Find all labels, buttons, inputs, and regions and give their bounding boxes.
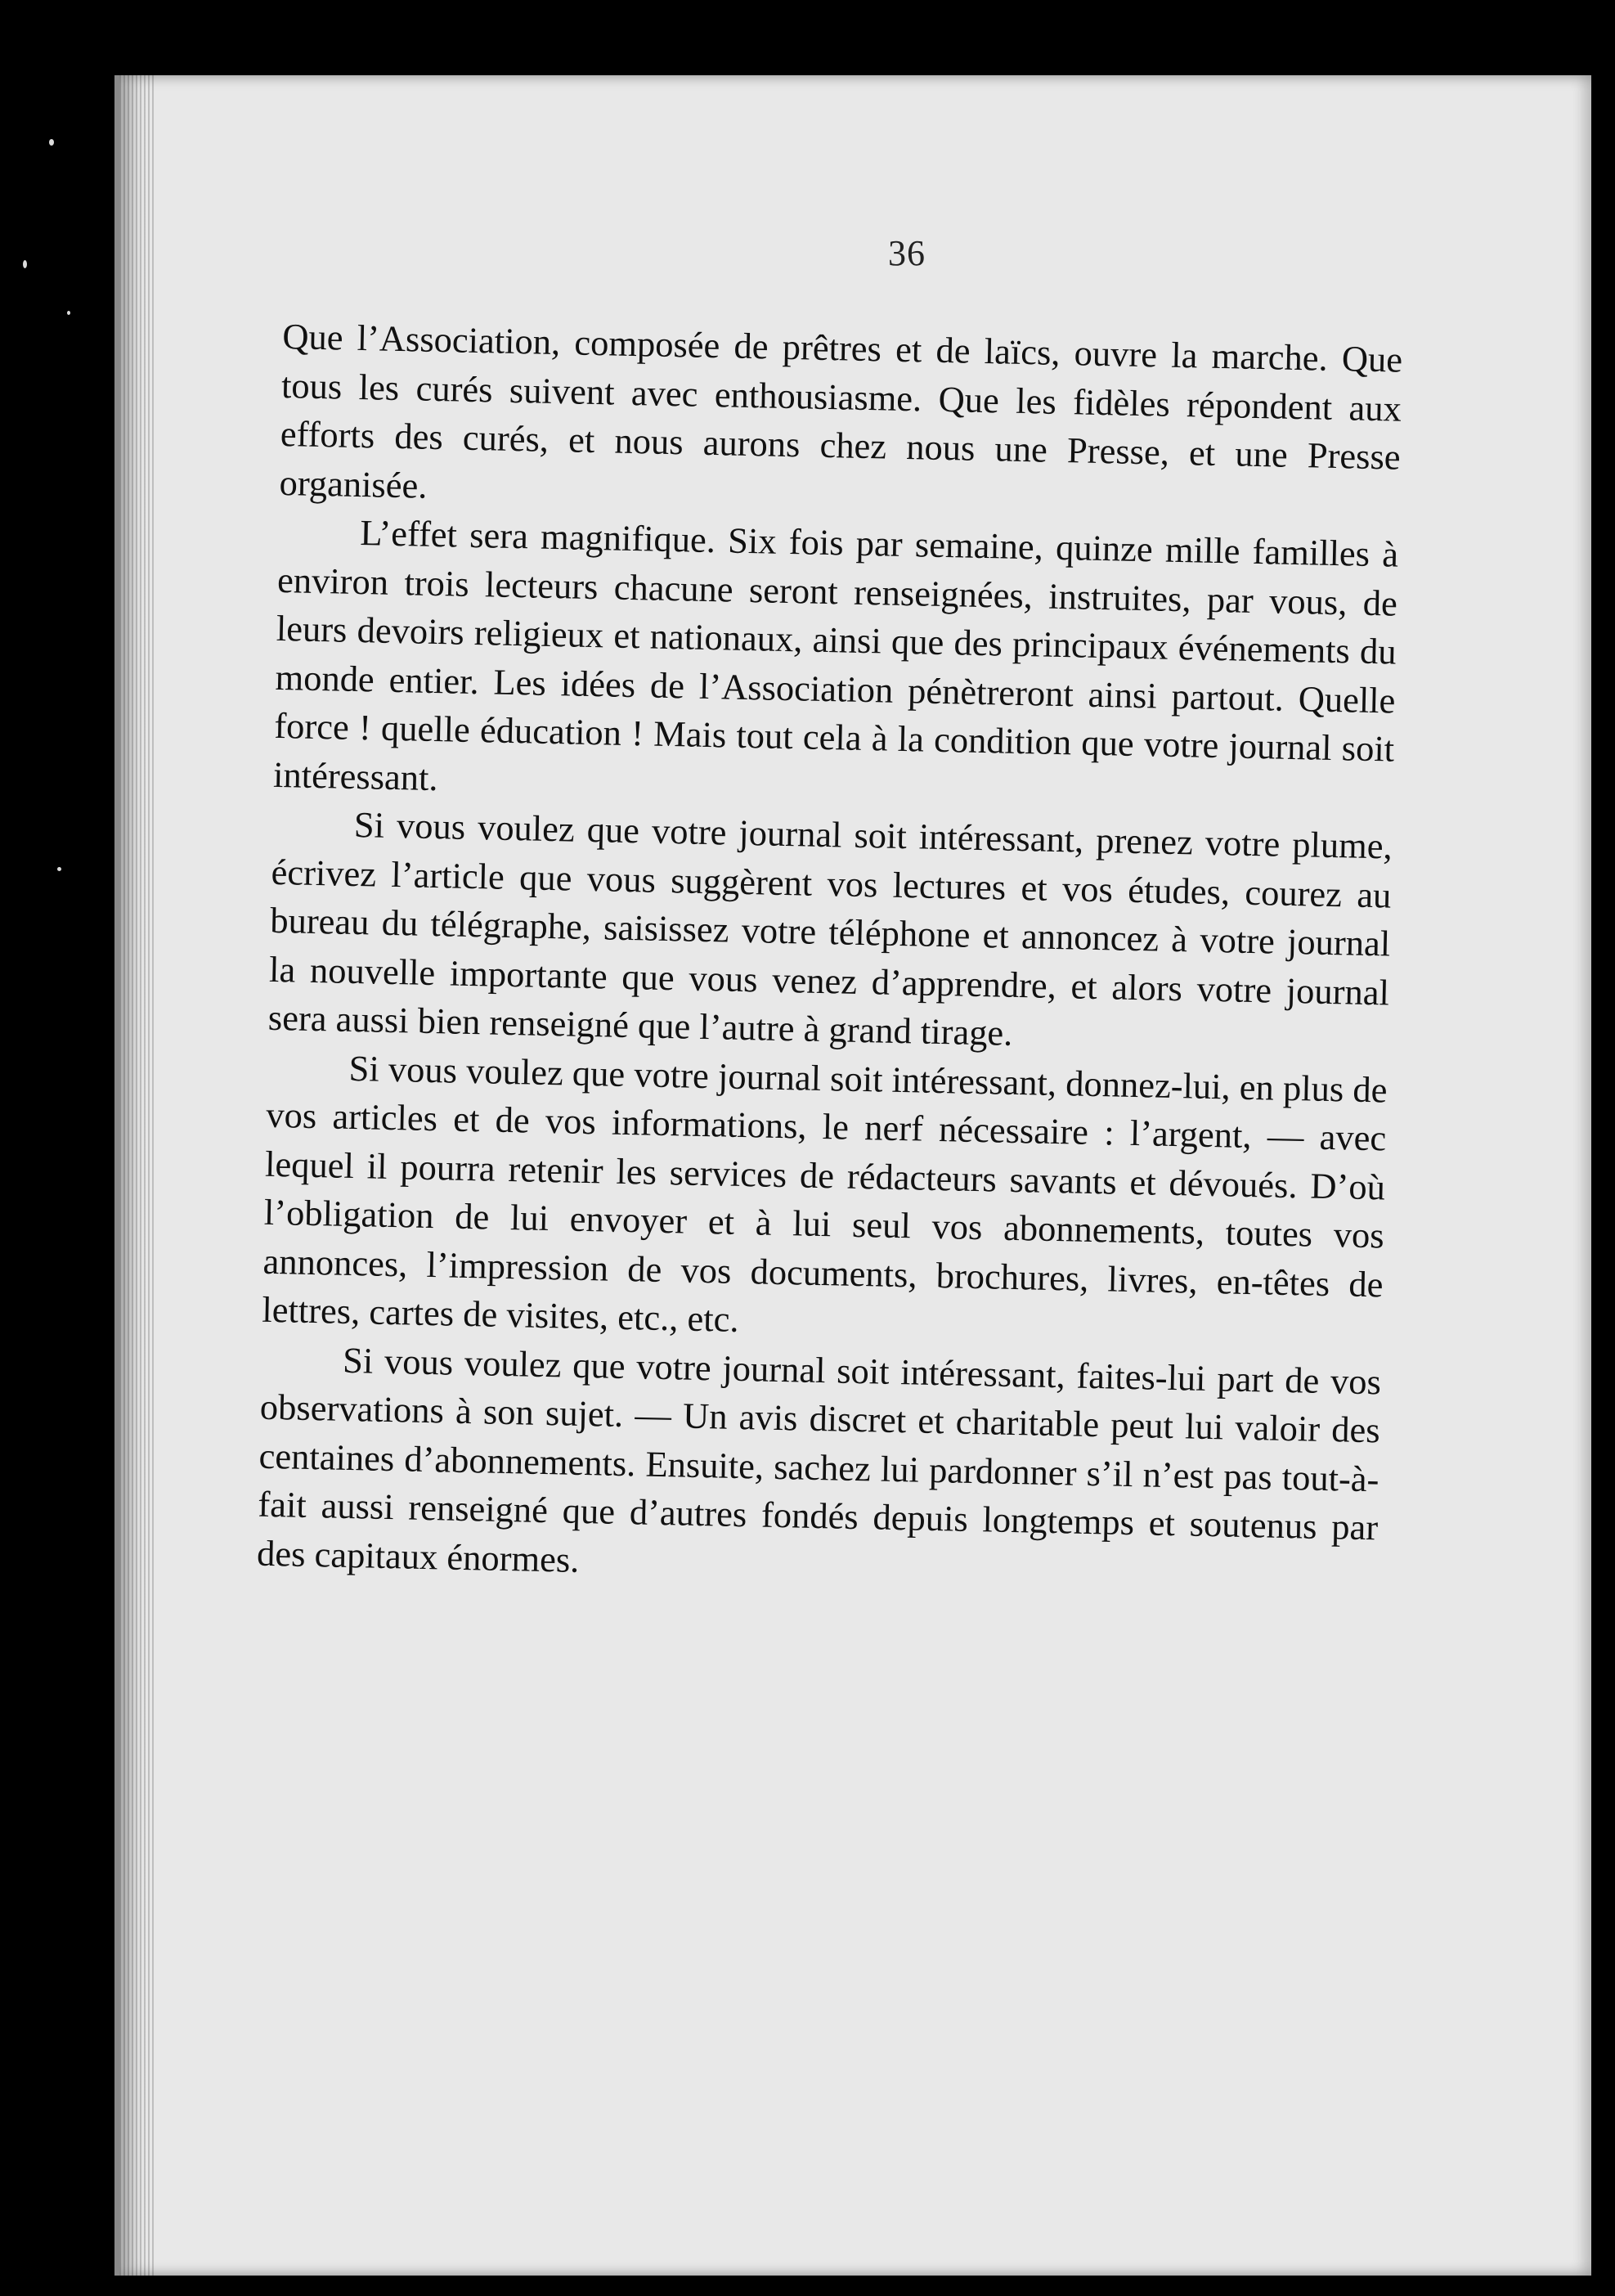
paragraph: L’effet sera magnifique. Six fois par semaine, quinze mille familles à environ trois lecteurs chacune seront renseignées, instruites, par vous, de leurs devoirs religieux et nationaux, ainsi que des principaux événements du monde entier. Les idées de l’Association pénètreront ainsi partout. Quelle force ! quelle éducation ! Mais tout cela à la condition que votre journal soit intéressant. (272, 512, 1399, 798)
paragraph: Que l’Association, composée de prêtres et de laïcs, ouvre la marche. Que tous les curés suivent avec enthousiasme. Que les fidèles répondent aux efforts des curés, et nous aurons chez nous une Presse, et une Presse organisée. (279, 315, 1403, 506)
scan-speck (49, 139, 54, 146)
page-number: 36 (888, 233, 926, 273)
body-text (257, 312, 1403, 1601)
scan-speck (23, 260, 27, 268)
paragraph: Si vous voulez que votre journal soit intéressant, donnez-lui, en plus de vos articles et de vos informations, le nerf nécessaire : l’argent, — avec lequel il pourra retenir les services de rédacteurs savants et dévoués. D’où l’obligation de lui envoyer et à lui seul vos abonnements, toutes vos annonces, l’impression de vos documents, brochures, livres, en-têtes de lettres, cartes de visites, etc., etc. (261, 1047, 1388, 1340)
scan-speck (67, 311, 70, 315)
paragraph: Si vous voulez que votre journal soit intéressant, faites-lui part de vos observations à son sujet. — Un avis discret et charitable peut lui valoir des centaines d’abonnements. Ensuite, sachez lui pardonner s’il n’est pas tout-à-fait aussi renseigné que d’autres fondés depuis longtemps et soutenus par des capitaux énormes. (256, 1339, 1382, 1580)
scan-speck (57, 867, 61, 871)
paragraph: Si vous voulez que votre journal soit intéressant, prenez votre plume, écrivez l’article que vous suggèrent vos lectures et vos études, courez au bureau du télégraphe, saisissez votre téléphone et annoncez à votre journal la nouvelle importante que vous venez d’apprendre, et alors votre journal sera aussi bien renseigné que l’autre à grand tirage. (267, 803, 1393, 1054)
